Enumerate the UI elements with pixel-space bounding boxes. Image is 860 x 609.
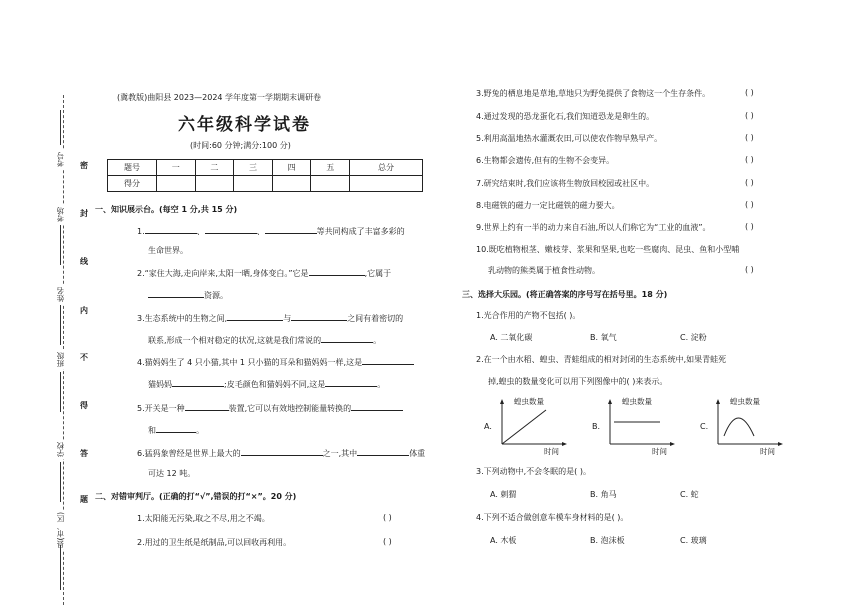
section1-heading: 一、知识展示台。(每空 1 分,共 15 分): [95, 205, 238, 214]
question-1-4: 4.猫妈妈生了 4 只小猫,其中 1 只小猫的耳朵和猫妈妈一样,这是: [137, 355, 414, 368]
x-axis-arrow: [562, 442, 567, 446]
answer-paren[interactable]: ( ): [745, 265, 754, 274]
table-cell: 题号: [108, 160, 157, 176]
table-row: [108, 160, 423, 176]
score-cell[interactable]: [350, 176, 423, 192]
graph-ylabel: 蝗虫数量: [622, 397, 652, 406]
choice-1-stem: 1.光合作用的产物不包括( )。: [476, 311, 581, 320]
county-field[interactable]: [60, 545, 61, 590]
graph-xlabel: 时间: [652, 447, 667, 456]
question-1-3-line2: 联系,形成一个相对稳定的状况,这就是我们常说的 。: [148, 333, 381, 346]
question-1-1-line2: 生命世界。: [148, 246, 188, 255]
label-name: 姓名: [56, 287, 65, 302]
binding-strip: [0, 0, 95, 609]
choice-1-option-c[interactable]: C. 淀粉: [680, 333, 707, 342]
answer-paren[interactable]: ( ): [383, 513, 392, 522]
blank[interactable]: [291, 311, 347, 321]
blank[interactable]: [205, 224, 257, 234]
x-axis-arrow: [670, 442, 675, 446]
judge-item-2: 2.用过的卫生纸是纸制品,可以回收再利用。: [137, 538, 292, 547]
table-cell: 二: [195, 160, 234, 176]
judge-item-10-line2: 乳动物的熊类属于植食性动物。: [488, 266, 600, 275]
label-exam-room: 考场: [56, 207, 65, 222]
choice-1-option-b[interactable]: B. 氧气: [590, 333, 617, 342]
graph-xlabel: 时间: [760, 447, 775, 456]
judge-item-9: 9.世界上约有一半的动力来自石油,所以人们称它为“工业的血液”。: [476, 223, 711, 232]
seal-char: 线: [80, 257, 88, 266]
graph-option-c[interactable]: [700, 396, 800, 456]
choice-3-option-b[interactable]: B. 角马: [590, 490, 617, 499]
graph-letter: A.: [484, 422, 492, 431]
score-cell[interactable]: [311, 176, 350, 192]
curve-arch: [724, 418, 754, 436]
score-table: [107, 159, 423, 192]
graph-letter: C.: [700, 422, 709, 431]
judge-item-1: 1.太阳能无污染,取之不尽,用之不竭。: [137, 514, 270, 523]
curve-rising: [502, 410, 546, 444]
graph-letter: B.: [592, 422, 601, 431]
choice-3-option-c[interactable]: C. 蛇: [680, 490, 699, 499]
question-1-5-line2: 和 。: [148, 423, 204, 436]
blank[interactable]: [325, 377, 377, 387]
judge-item-4: 4.通过发现的恐龙蛋化石,我们知道恐龙是卵生的。: [476, 112, 655, 121]
question-1-2-line2: 资源。: [148, 288, 228, 301]
exam-room-field[interactable]: [60, 225, 61, 265]
blank[interactable]: [321, 333, 373, 343]
answer-paren[interactable]: ( ): [745, 111, 754, 120]
graph-option-a[interactable]: [484, 396, 584, 456]
table-cell: 总分: [350, 160, 423, 176]
table-cell: 得分: [108, 176, 157, 192]
question-1-4-line2: 猫妈妈 ;皮毛颜色和猫妈妈不同,这是 。: [148, 377, 385, 390]
table-cell: 五: [311, 160, 350, 176]
label-class: 班级: [56, 352, 65, 367]
seal-char: 得: [80, 401, 88, 410]
y-axis-arrow: [608, 399, 612, 404]
label-school: 学校: [56, 442, 65, 457]
section3-heading: 三、选择大乐园。(将正确答案的序号写在括号里。18 分): [462, 290, 668, 299]
graph-ylabel: 蝗虫数量: [514, 397, 544, 406]
answer-paren[interactable]: ( ): [745, 200, 754, 209]
judge-item-10: 10.既吃植物根茎、嫩枝芽、浆果和坚果,也吃一些腐肉、昆虫、鱼和小型哺: [476, 245, 740, 254]
table-row: [108, 176, 423, 192]
question-1-2: 2.“家住大海,走向岸来,太阳一晒,身体变白。”它是 ,它属于: [137, 266, 391, 279]
label-county: 县(市、区): [56, 512, 65, 548]
question-1-1: 1. 、 、 等共同构成了丰富多彩的: [137, 224, 405, 237]
blank[interactable]: [172, 377, 224, 387]
choice-3-option-a[interactable]: A. 刺猬: [490, 490, 517, 499]
answer-paren[interactable]: ( ): [745, 133, 754, 142]
class-field[interactable]: [60, 372, 61, 412]
judge-item-8: 8.电磁铁的磁力一定比磁铁的磁力要大。: [476, 201, 620, 210]
blank[interactable]: [227, 311, 283, 321]
table-cell: 四: [272, 160, 311, 176]
blank[interactable]: [185, 401, 229, 411]
blank[interactable]: [351, 401, 403, 411]
blank[interactable]: [156, 423, 196, 433]
choice-2-stem-line2: 掉,蝗虫的数量变化可以用下列图像中的( )来表示。: [488, 377, 668, 386]
judge-item-3: 3.野兔的栖息地是草地,草地只为野兔提供了食物这一个生存条件。: [476, 89, 711, 98]
school-field[interactable]: [60, 462, 61, 502]
judge-item-5: 5.利用高温地热水灌溉农田,可以使农作物早熟早产。: [476, 134, 663, 143]
blank[interactable]: [265, 224, 317, 234]
answer-paren[interactable]: ( ): [745, 155, 754, 164]
blank[interactable]: [241, 446, 323, 456]
seal-char: 不: [80, 353, 88, 362]
question-1-5: 5.开关是一种 装置,它可以有效地控制能量转换的: [137, 401, 403, 414]
choice-1-option-a[interactable]: A. 二氧化碳: [490, 333, 533, 342]
graph-xlabel: 时间: [544, 447, 559, 456]
label-exam-number: 考号: [56, 152, 65, 167]
judge-item-6: 6.生物都会遗传,但有的生物不会变异。: [476, 156, 615, 165]
blank[interactable]: [309, 266, 365, 276]
score-cell[interactable]: [157, 176, 196, 192]
section2-heading: 二、对错审判厅。(正确的打“√”,错误的打“×”。20 分): [95, 492, 297, 501]
y-axis-arrow: [500, 399, 504, 404]
table-cell: 一: [157, 160, 196, 176]
choice-4-option-b[interactable]: B. 泡沫板: [590, 536, 625, 545]
choice-4-option-a[interactable]: A. 木板: [490, 536, 517, 545]
seal-char: 答: [80, 449, 88, 458]
name-field[interactable]: [60, 305, 61, 345]
y-axis-arrow: [716, 399, 720, 404]
blank[interactable]: [357, 446, 409, 456]
graph-option-b[interactable]: [592, 396, 692, 456]
blank[interactable]: [145, 224, 197, 234]
choice-4-option-c[interactable]: C. 玻璃: [680, 536, 707, 545]
answer-paren[interactable]: ( ): [745, 88, 754, 97]
score-cell[interactable]: [195, 176, 234, 192]
choice-3-stem: 3.下列动物中,不会冬眠的是( )。: [476, 467, 591, 476]
seal-char: 密: [80, 161, 88, 170]
exam-meta: (时间:60 分钟;满分:100 分): [190, 141, 291, 150]
choice-2-stem: 2.在一个由水稻、蝗虫、青蛙组成的相对封闭的生态系统中,如果青蛙死: [476, 355, 727, 364]
score-cell[interactable]: [272, 176, 311, 192]
answer-paren[interactable]: ( ): [383, 537, 392, 546]
question-1-6: 6.猛犸象曾经是世界上最大的 之一,其中 体重: [137, 446, 425, 459]
exam-subtitle: (冀教版)曲阳县 2023—2024 学年度第一学期期末调研卷: [117, 93, 322, 102]
seal-char: 题: [80, 495, 88, 504]
exam-title: 六年级科学试卷: [178, 115, 311, 135]
x-axis-arrow: [778, 442, 783, 446]
score-cell[interactable]: [234, 176, 273, 192]
choice-4-stem: 4.下列不适合做创意车模车身材料的是( )。: [476, 513, 629, 522]
table-cell: 三: [234, 160, 273, 176]
blank[interactable]: [148, 288, 204, 298]
seal-char: 内: [80, 306, 88, 315]
graph-ylabel: 蝗虫数量: [730, 397, 760, 406]
exam-number-field[interactable]: [60, 110, 61, 145]
answer-paren[interactable]: ( ): [745, 222, 754, 231]
judge-item-7: 7.研究结束时,我们应该将生物放回校园或社区中。: [476, 179, 655, 188]
question-1-6-line2: 可达 12 吨。: [148, 469, 196, 478]
seal-char: 封: [80, 209, 88, 218]
blank[interactable]: [362, 355, 414, 365]
answer-paren[interactable]: ( ): [745, 178, 754, 187]
question-1-3: 3.生态系统中的生物之间, 与 之间有着密切的: [137, 311, 403, 324]
